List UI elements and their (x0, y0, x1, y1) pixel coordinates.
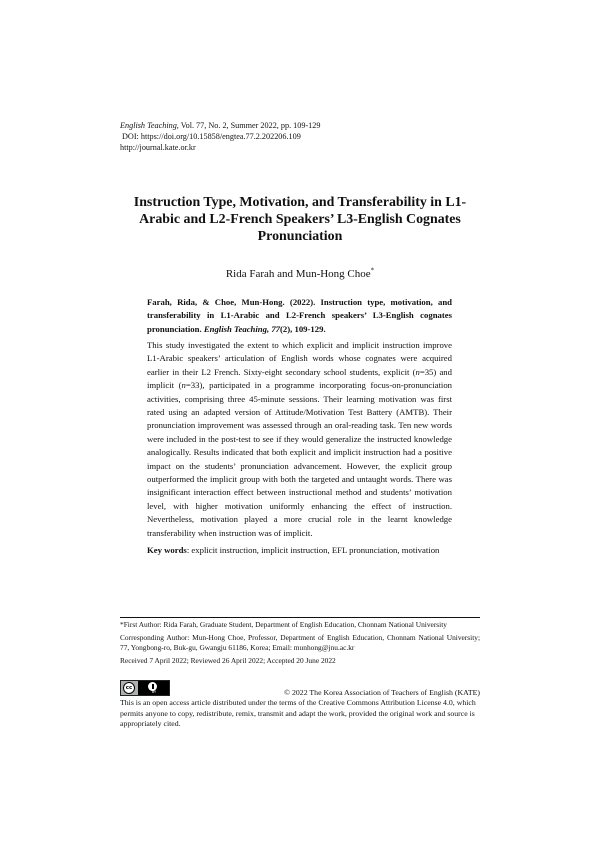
author-line (120, 267, 480, 281)
author-names: Rida Farah and Mun-Hong Choe (225, 268, 371, 280)
paper-title (110, 194, 490, 245)
footnote-corresponding-author: Corresponding Author: Mun-Hong Choe, Professor, Department of English Education, Chonnam National University; 77, Yongbong-ro, Buk-gu, Gwangju 61186, Korea; Email: munhong@jnu.ac.kr (120, 632, 480, 652)
footnotes (120, 620, 480, 668)
footnote-dates: Received 7 April 2022; Reviewed 26 April 2022; Accepted 20 June 2022 (120, 655, 336, 665)
license-text: This is an open access article distributed under the terms of the Creative Commons Attribution License 4.0, which permits anyone to copy, redistribute, remix, transmit and adapt the work, provided the original work and source is appropriately cited. (120, 698, 476, 729)
doi-line[interactable]: DOI: https://doi.org/10.15858/engtea.77.2.202206.109 (122, 132, 301, 141)
citation-pages: (2), 109-129. (280, 323, 326, 334)
journal-citation-line (120, 120, 320, 131)
abstract (147, 339, 452, 540)
keywords-label: Key words (147, 545, 187, 555)
title-line-2: Arabic and L2-French Speakers’ L3-English Cognates (139, 212, 461, 227)
footnote-first-author: *First Author: Rida Farah, Graduate Student, Department of English Education, Chonnam National University (120, 620, 447, 629)
citation-journal: English Teaching, 77 (203, 323, 281, 334)
footnote-divider (120, 617, 480, 618)
journal-url[interactable]: http://journal.kate.or.kr (120, 143, 196, 152)
author-footnote-marker: * (370, 266, 375, 275)
title-line-1: Instruction Type, Motivation, and Transferability in L1- (133, 195, 467, 210)
abstract-part-2: =35) and implicit ( (147, 366, 452, 391)
title-line-3: Pronunciation (257, 229, 343, 244)
abstract-part-1: This study investigated the extent to which explicit and implicit instruction improve L1-Arabic speakers’ articulation of English words whose cognates were acquired earlier in their L2 French. Sixty-eight secondary school students, explicit ( (147, 340, 452, 377)
journal-header (120, 120, 320, 153)
citation-text: Farah, Rida, & Choe, Mun-Hong. (2022). Instruction type, motivation, and transferability in L1-Arabic and L2-French speakers’ L3-English cognates pronunciation. (147, 297, 452, 334)
keywords (147, 544, 467, 556)
volume-info: , Vol. 77, No. 2, Summer 2022, pp. 109-129 (176, 121, 321, 130)
cc-icon: cc (123, 682, 135, 694)
abstract-n-label-2: n (181, 380, 186, 391)
journal-name: English Teaching (120, 121, 177, 130)
suggested-citation (147, 296, 452, 336)
abstract-n-label-1: n (415, 366, 420, 377)
abstract-part-3: =33), participated in a programme incorporating focus-on-pronunciation activities, comprising three 45-minute sessions. Their learning motivation was first rated using an adapted version of Attitude/Motivation Test Battery (AMTB). Their pronunciation improvement was assessed through an oral-reading task. Ten new words were included in the post-test to see if they would generalize the instructed knowledge analogically. Results indicated that both explicit and implicit instruction had a positive impact on the students’ pronunciation advancement. However, the explicit group outperformed the implicit group with both the targeted and untaught words. There was insignificant interaction effect between instructional method and students’ motivation level, with higher motivation uniformly enhancing the effect of instruction. Nevertheless, motivation played a more crucial role in the learnt knowledge transferability when instruction was of implicit. (147, 380, 453, 538)
copyright-notice: © 2022 The Korea Association of Teachers of English (KATE) (284, 688, 480, 697)
keywords-list: : explicit instruction, implicit instruction, EFL pronunciation, motivation (186, 545, 440, 555)
by-label: BY (151, 690, 157, 694)
